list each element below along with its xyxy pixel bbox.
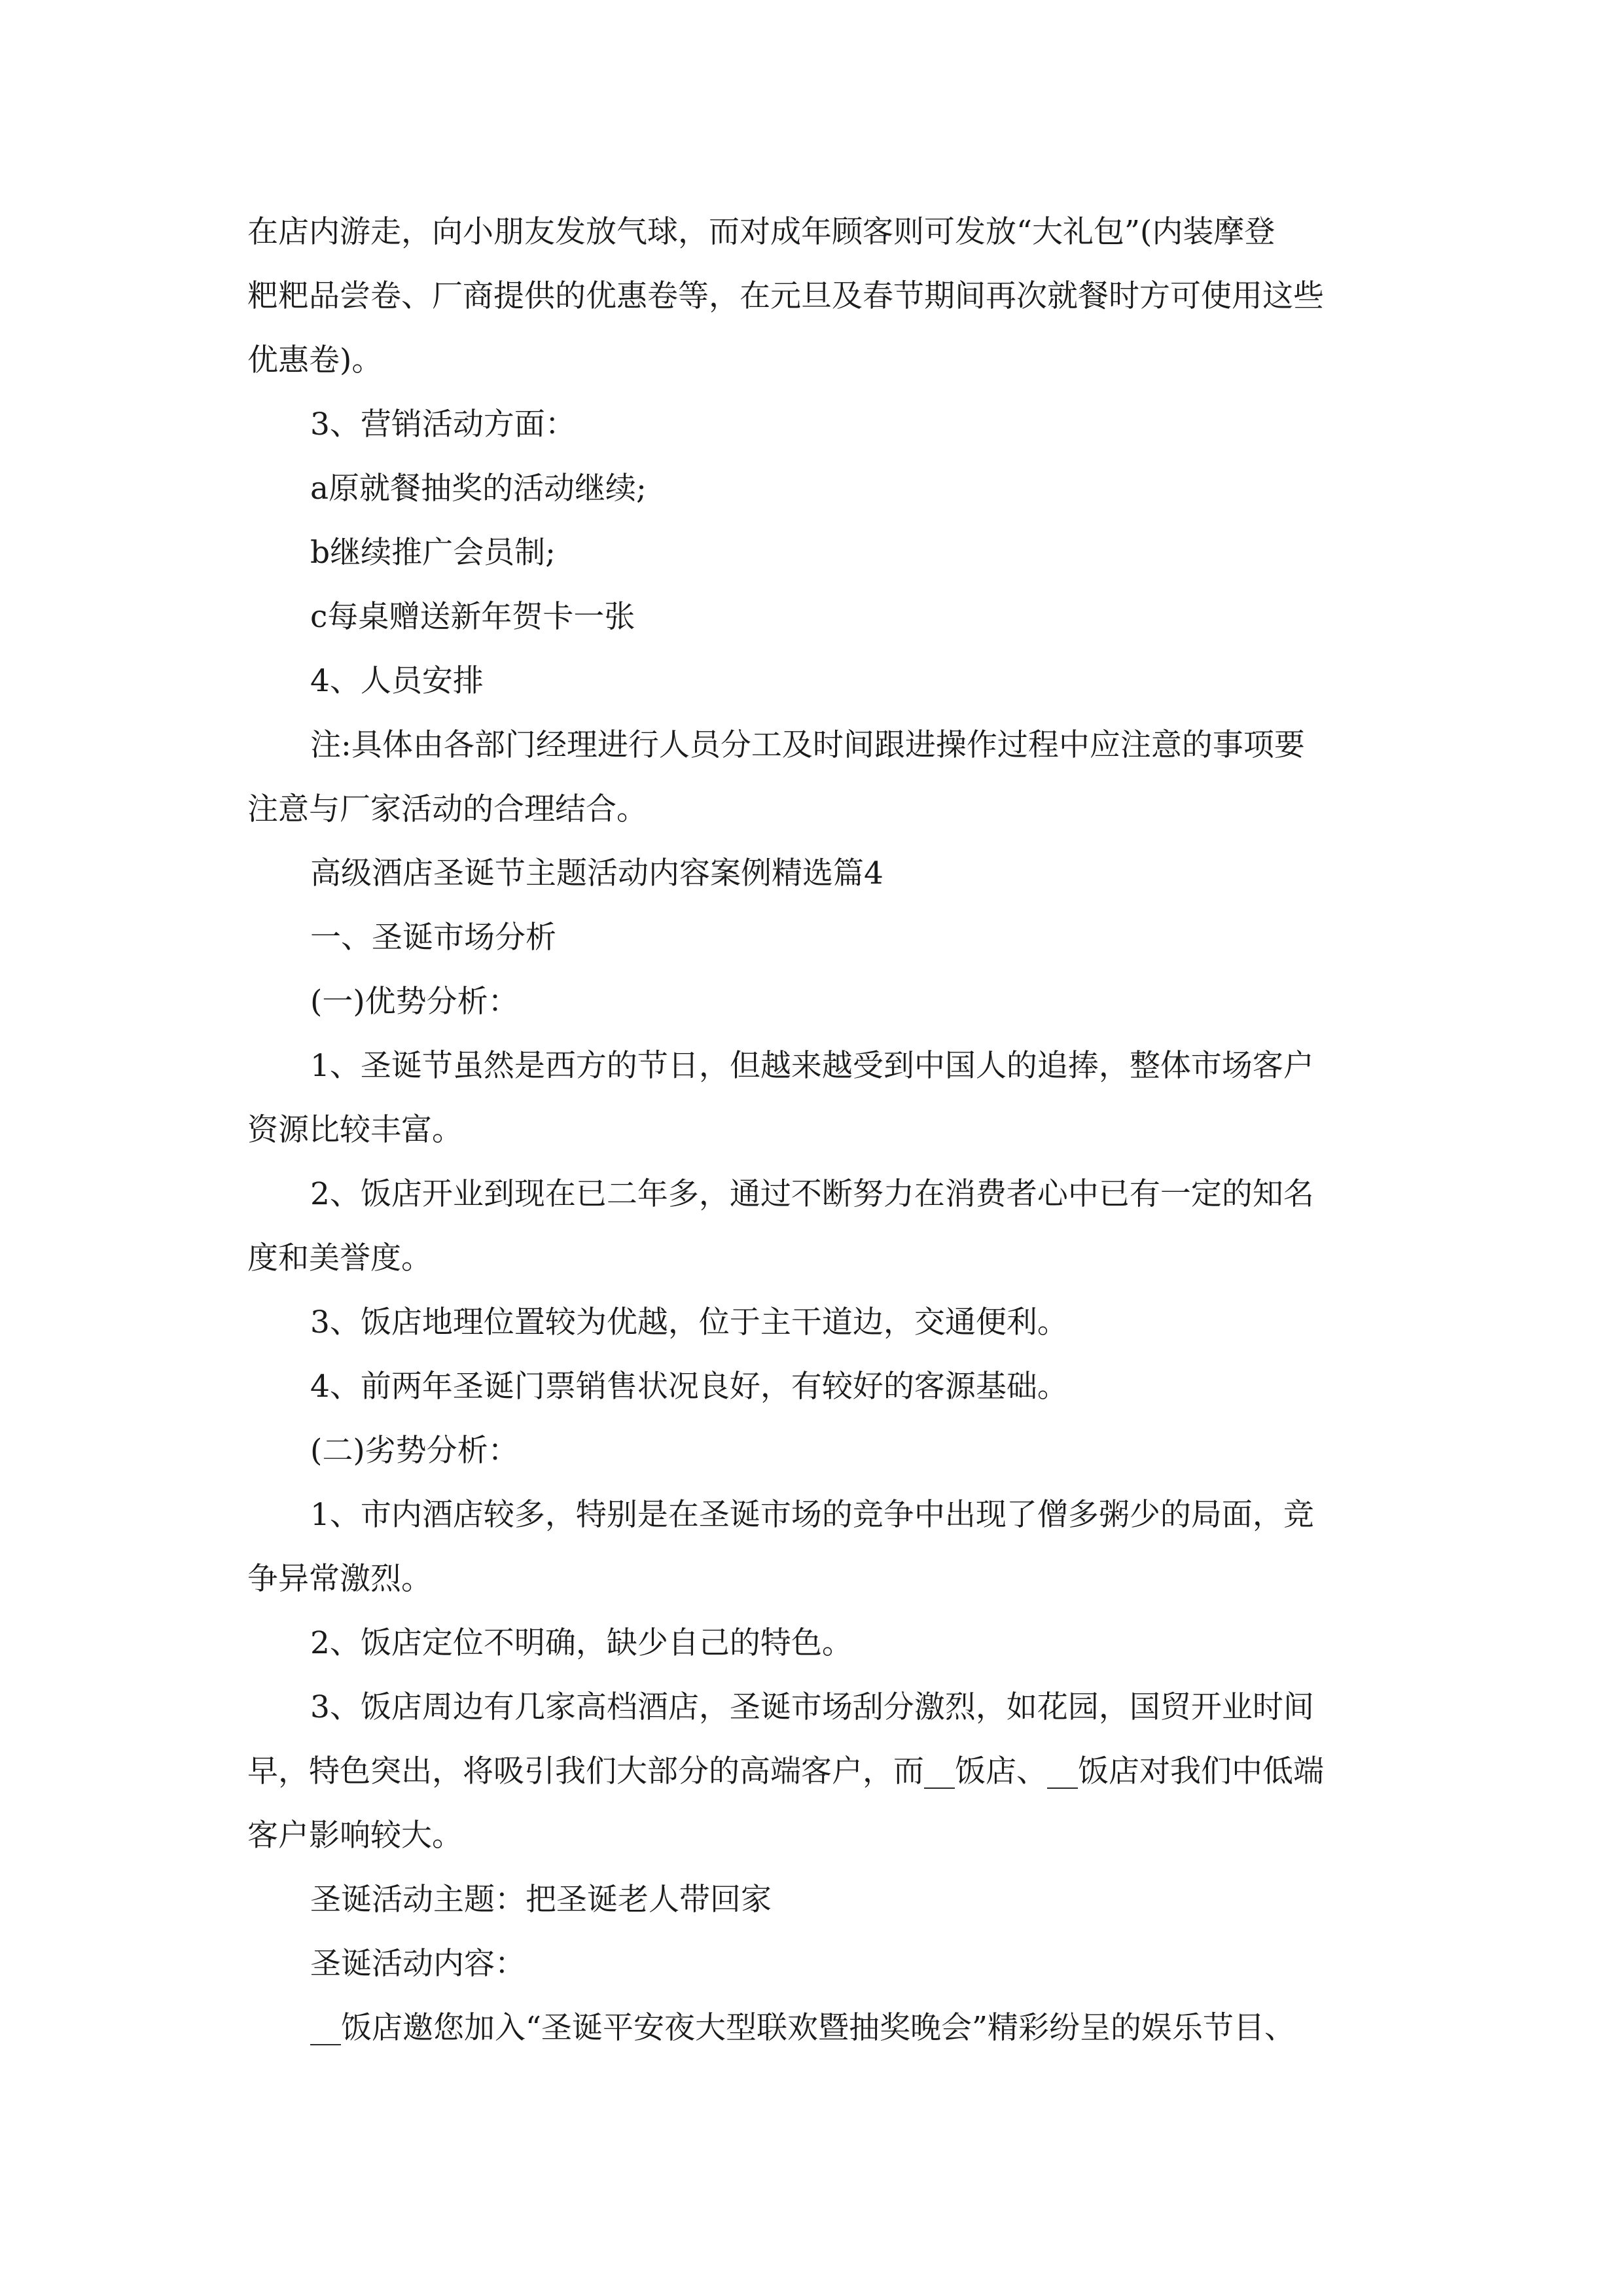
text-line: 度和美誉度。 — [247, 1240, 432, 1276]
text-line: a原就餐抽奖的活动继续; — [310, 471, 647, 507]
text-line: 优惠卷)。 — [247, 342, 383, 378]
text-line: 3、营销活动方面： — [310, 406, 576, 442]
text-line: 4、前两年圣诞门票销售状况良好，有较好的客源基础。 — [310, 1369, 1068, 1405]
text-line: (一)优势分析： — [310, 984, 519, 1020]
text-line: 注:具体由各部门经理进行人员分工及时间跟进操作过程中应注意的事项要 — [310, 727, 1305, 763]
text-line: 3、饭店周边有几家高档酒店，圣诞市场刮分激烈，如花园，国贸开业时间 — [310, 1689, 1314, 1725]
text-line: (二)劣势分析： — [310, 1433, 519, 1469]
text-line: 4、人员安排 — [310, 663, 484, 699]
text-line: 早，特色突出，将吸引我们大部分的高端客户，而__饭店、__饭店对我们中低端 — [247, 1753, 1324, 1789]
text-line: 资源比较丰富。 — [247, 1112, 463, 1148]
text-line: 高级酒店圣诞节主题活动内容案例精选篇4 — [310, 855, 883, 891]
text-line: __饭店邀您加入“圣诞平安夜大型联欢暨抽奖晚会”精彩纷呈的娱乐节目、 — [310, 2010, 1296, 2046]
text-line: 圣诞活动内容： — [310, 1946, 526, 1982]
text-line: c每桌赠送新年贺卡一张 — [310, 599, 635, 635]
text-line: 圣诞活动主题：把圣诞老人带回家 — [310, 1882, 772, 1918]
text-line: 1、市内酒店较多，特别是在圣诞市场的竞争中出现了僧多粥少的局面，竞 — [310, 1497, 1314, 1533]
text-line: 客户影响较大。 — [247, 1818, 463, 1854]
document-body — [247, 200, 1412, 2060]
text-line: 在店内游走，向小朋友发放气球，而对成年顾客则可发放“大礼包”(内装摩登 — [247, 214, 1275, 250]
text-line: 1、圣诞节虽然是西方的节日，但越来越受到中国人的追捧，整体市场客户 — [310, 1048, 1314, 1084]
text-line: 一、圣诞市场分析 — [310, 920, 556, 956]
text-line: 2、饭店定位不明确，缺少自己的特色。 — [310, 1625, 853, 1661]
text-line: b继续推广会员制; — [310, 535, 556, 571]
text-line: 粑粑品尝卷、厂商提供的优惠卷等，在元旦及春节期间再次就餐时方可使用这些 — [247, 278, 1324, 314]
text-line: 争异常激烈。 — [247, 1561, 432, 1597]
text-line: 注意与厂家活动的合理结合。 — [247, 791, 647, 827]
text-line: 2、饭店开业到现在已二年多，通过不断努力在消费者心中已有一定的知名 — [310, 1176, 1314, 1212]
text-line: 3、饭店地理位置较为优越，位于主干道边，交通便利。 — [310, 1304, 1068, 1340]
